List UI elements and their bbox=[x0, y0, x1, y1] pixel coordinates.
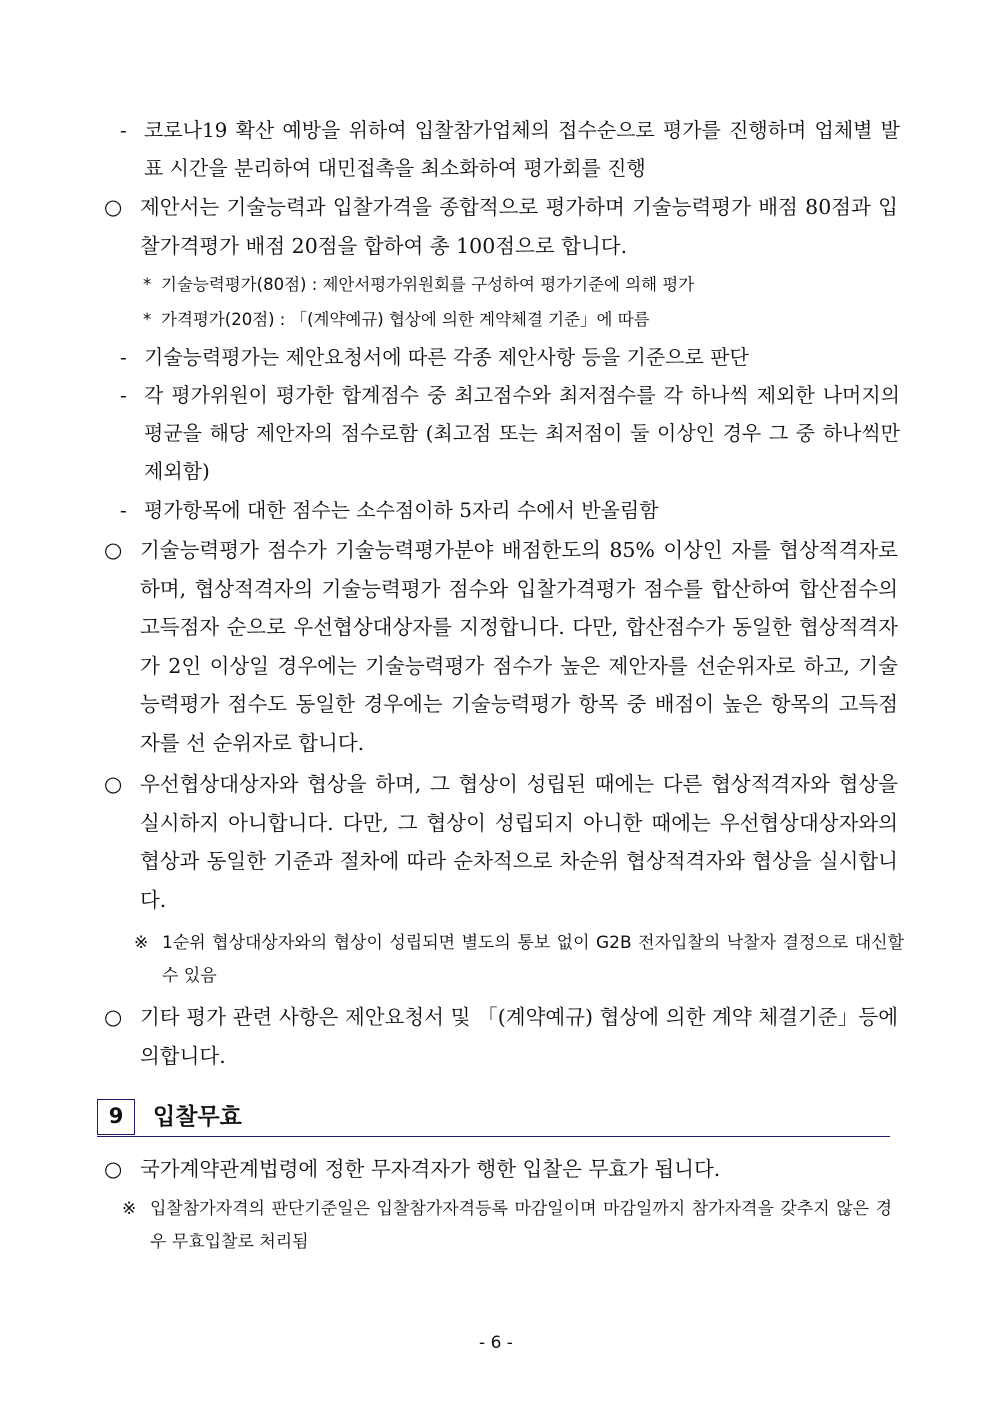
dash-marker: - bbox=[120, 345, 127, 369]
circle-marker: ○ bbox=[104, 1005, 123, 1029]
item-text: 제안서는 기술능력과 입찰가격을 종합적으로 평가하며 기술능력평가 배점 80점과 입찰가격평가 배점 20점을 합하여 총 100점으로 합니다. bbox=[140, 195, 898, 258]
note-eligibility-date bbox=[122, 1193, 892, 1259]
asterisk-marker: * bbox=[143, 275, 152, 294]
bullet-item-invalid-bid bbox=[104, 1150, 898, 1189]
item-text: 입찰참가자격의 판단기준일은 입찰참가자격등록 마감일이며 마감일까지 참가자격을 갖추지 않은 경우 무효입찰로 처리됨 bbox=[150, 1199, 892, 1252]
dash-marker: - bbox=[120, 118, 127, 142]
page-number: - 6 - bbox=[479, 1333, 513, 1353]
item-text: 가격평가(20점) : 「(계약예규) 협상에 의한 계약체결 기준」에 따름 bbox=[161, 310, 650, 329]
section-title: 입찰무효 bbox=[153, 1104, 242, 1130]
section-divider bbox=[97, 1136, 890, 1137]
asterisk-marker: * bbox=[143, 310, 152, 329]
bullet-item-other bbox=[104, 998, 898, 1075]
reference-mark: ※ bbox=[122, 1199, 137, 1219]
circle-marker: ○ bbox=[104, 1157, 123, 1181]
item-text: 1순위 협상대상자와의 협상이 성립되면 별도의 통보 없이 G2B 전자입찰의 낙찰자 결정으로 대신할 수 있음 bbox=[162, 933, 904, 986]
circle-marker: ○ bbox=[104, 538, 123, 562]
dash-marker: - bbox=[120, 383, 127, 407]
circle-marker: ○ bbox=[104, 772, 123, 796]
footnote-tech-score bbox=[143, 270, 903, 300]
item-text: 우선협상대상자와 협상을 하며, 그 협상이 성립된 때에는 다른 협상적격자와 협상을 실시하지 아니합니다. 다만, 그 협상이 성립되지 아니한 때에는 우선협상대상자와의 협상과 동일한 기준과 절차에 따라 순차적으로 차순위 협상적격자와 협상을 실시합니다. bbox=[140, 772, 898, 912]
footnote-price-score bbox=[143, 305, 903, 335]
item-text: 기술능력평가(80점) : 제안서평가위원회를 구성하여 평가기준에 의해 평가 bbox=[161, 275, 695, 294]
dash-marker: - bbox=[120, 498, 127, 522]
dash-item-rounding bbox=[120, 491, 900, 529]
item-text: 국가계약관계법령에 정한 무자격자가 행한 입찰은 무효가 됩니다. bbox=[140, 1157, 721, 1181]
bullet-item-negotiation-process bbox=[104, 765, 898, 919]
item-text: 기타 평가 관련 사항은 제안요청서 및 「(계약예규) 협상에 의한 계약 체결기준」등에 의합니다. bbox=[140, 1005, 898, 1068]
item-text: 기술능력평가는 제안요청서에 따른 각종 제안사항 등을 기준으로 판단 bbox=[144, 345, 749, 369]
item-text: 기술능력평가 점수가 기술능력평가분야 배점한도의 85% 이상인 자를 협상적격자로 하며, 협상적격자의 기술능력평가 점수와 입찰가격평가 점수를 합산하여 합산점수의 고득점자 순으로 우선협상대상자를 지정합니다. 다만, 합산점수가 동일한 협상적격자가 2인 이상일 경우에는 기술능력평가 점수가 높은 제안자를 선순위자로 하고, 기술능력평가 점수도 동일한 경우에는 기술능력평가 항목 중 배점이 높은 항목의 고득점자를 선 순위자로 합니다. bbox=[140, 538, 898, 755]
item-text: 각 평가위원이 평가한 합계점수 중 최고점수와 최저점수를 각 하나씩 제외한 나머지의 평균을 해당 제안자의 점수로함 (최고점 또는 최저점이 둘 이상인 경우 그 중 하나씩만 제외함) bbox=[144, 383, 900, 483]
section-number: 9 bbox=[97, 1099, 135, 1135]
bullet-item-negotiation-eligibility bbox=[104, 531, 898, 762]
note-g2b-award bbox=[134, 927, 904, 993]
dash-item-criteria bbox=[120, 338, 900, 376]
reference-mark: ※ bbox=[134, 933, 149, 953]
dash-item-covid bbox=[120, 111, 900, 187]
bullet-item-scoring bbox=[104, 188, 898, 265]
item-text: 코로나19 확산 예방을 위하여 입찰참가업체의 접수순으로 평가를 진행하며 업체별 발표 시간을 분리하여 대민접촉을 최소화하여 평가회를 진행 bbox=[144, 118, 900, 180]
item-text: 평가항목에 대한 점수는 소수점이하 5자리 수에서 반올림함 bbox=[144, 498, 659, 522]
circle-marker: ○ bbox=[104, 195, 123, 219]
dash-item-average bbox=[120, 376, 900, 490]
